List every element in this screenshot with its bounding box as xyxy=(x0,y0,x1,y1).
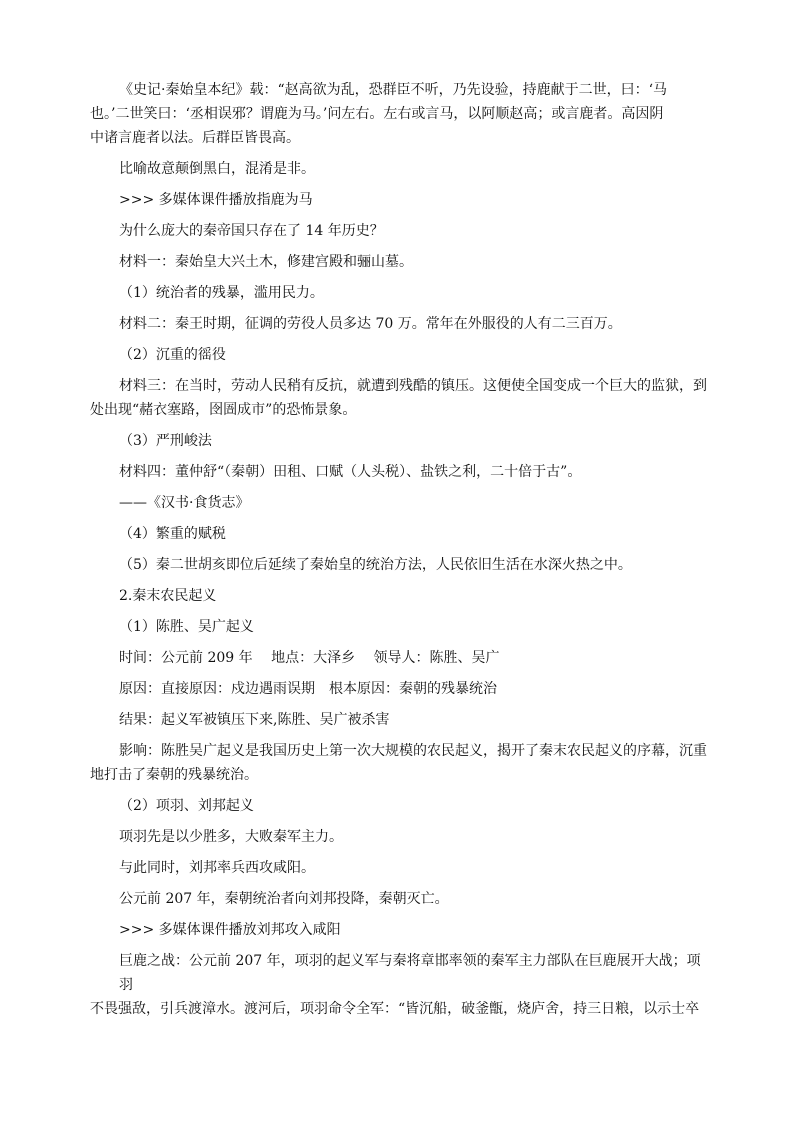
paragraph-line: （1）陈胜、吴广起义 xyxy=(119,619,254,635)
paragraph-p21 xyxy=(119,794,709,818)
paragraph-p2 xyxy=(119,157,709,181)
paragraph-p4 xyxy=(119,219,709,243)
paragraph-line: （4）繁重的赋税 xyxy=(119,526,226,542)
paragraph-line: 也。’二世笑曰：‘丞相误邪？谓鹿为马。’问左右。左右或言马，以阿顺赵高；或言鹿者。高因阴 xyxy=(90,106,664,122)
paragraph-p6 xyxy=(119,281,709,305)
paragraph-p1 xyxy=(90,78,709,150)
paragraph-p20 xyxy=(90,739,709,787)
paragraph-p19 xyxy=(119,708,709,732)
paragraph-p5 xyxy=(119,250,709,274)
paragraph-p22 xyxy=(119,825,709,849)
paragraph-line: >>> 多媒体课件播放指鹿为马 xyxy=(119,192,313,208)
paragraph-line: （2）项羽、刘邦起义 xyxy=(119,798,254,814)
paragraph-line: 材料一：秦始皇大兴土木，修建宫殿和骊山墓。 xyxy=(119,254,413,270)
paragraph-line: 中诸言鹿者以法。后群臣皆畏高。 xyxy=(90,130,300,146)
paragraph-line: 材料四：董仲舒“（秦朝）田租、口赋（人头税）、盐铁之利，二十倍于古”。 xyxy=(119,464,582,480)
paragraph-line: 影响：陈胜吴广起义是我国历史上第一次大规模的农民起义，揭开了秦末农民起义的序幕，沉重 xyxy=(119,743,707,759)
paragraph-p10 xyxy=(119,429,709,453)
paragraph-p15 xyxy=(119,584,709,608)
paragraph-line: 材料三：在当时，劳动人民稍有反抗，就遭到残酷的镇压。这便使全国变成一个巨大的监狱，到 xyxy=(119,378,707,394)
paragraph-p14 xyxy=(119,553,709,577)
paragraph-line: 不畏强敌，引兵渡漳水。渡河后，项羽命令全军：“皆沉船，破釜甑，烧庐舍，持三日粮，以示士卒 xyxy=(90,1001,700,1017)
paragraph-p3 xyxy=(119,188,709,212)
paragraph-line: （3）严刑峻法 xyxy=(119,433,212,449)
paragraph-p12 xyxy=(119,491,709,515)
paragraph-line: （5）秦二世胡亥即位后延续了秦始皇的统治方法，人民依旧生活在水深火热之中。 xyxy=(119,557,632,573)
paragraph-p17 xyxy=(119,646,709,670)
paragraph-p16 xyxy=(119,615,709,639)
paragraph-line: 原因：直接原因：戍边遇雨误期 根本原因：秦朝的残暴统治 xyxy=(119,681,497,697)
paragraph-line: （1）统治者的残暴，滥用民力。 xyxy=(119,285,324,301)
paragraph-p8 xyxy=(119,343,709,367)
paragraph-line: 巨鹿之战：公元前 207 年，项羽的起义军与秦将章邯率领的秦军主力部队在巨鹿展开大战；项羽 xyxy=(119,953,701,993)
paragraph-line: 项羽先是以少胜多，大败秦军主力。 xyxy=(119,829,343,845)
paragraph-line: 为什么庞大的秦帝国只存在了 14 年历史？ xyxy=(119,223,384,239)
paragraph-p25 xyxy=(119,918,709,942)
paragraph-p11 xyxy=(119,460,709,484)
paragraph-line: 比喻故意颠倒黑白，混淆是非。 xyxy=(119,161,315,177)
paragraph-line: 与此同时，刘邦率兵西攻咸阳。 xyxy=(119,860,315,876)
paragraph-line: 公元前 207 年，秦朝统治者向刘邦投降，秦朝灭亡。 xyxy=(119,891,449,907)
paragraph-line: >>> 多媒体课件播放刘邦攻入咸阳 xyxy=(119,922,341,938)
paragraph-line: （2）沉重的徭役 xyxy=(119,347,226,363)
paragraph-line: ——《汉书·食货志》 xyxy=(119,495,250,511)
paragraph-p13 xyxy=(119,522,709,546)
paragraph-line: 处出现“赭衣塞路，囹圄成市”的恐怖景象。 xyxy=(90,402,357,418)
paragraph-line: 材料二：秦王时期，征调的劳役人员多达 70 万。常年在外服役的人有二三百万。 xyxy=(119,316,622,332)
paragraph-line: 《史记·秦始皇本纪》载：“赵高欲为乱，恐群臣不听，乃先设验，持鹿献于二世，曰：‘马 xyxy=(119,82,668,98)
paragraph-p9 xyxy=(90,374,709,422)
paragraph-line: 结果：起义军被镇压下来,陈胜、吴广被杀害 xyxy=(119,712,390,728)
paragraph-p18 xyxy=(119,677,709,701)
paragraph-p7 xyxy=(119,312,709,336)
paragraph-p26 xyxy=(90,949,709,1021)
document-body xyxy=(90,78,709,1028)
paragraph-line: 2.秦末农民起义 xyxy=(119,588,217,604)
paragraph-line: 时间：公元前 209 年 地点：大泽乡 领导人：陈胜、吴广 xyxy=(119,650,500,666)
paragraph-p24 xyxy=(119,887,709,911)
paragraph-line: 地打击了秦朝的残暴统治。 xyxy=(90,767,258,783)
paragraph-p23 xyxy=(119,856,709,880)
